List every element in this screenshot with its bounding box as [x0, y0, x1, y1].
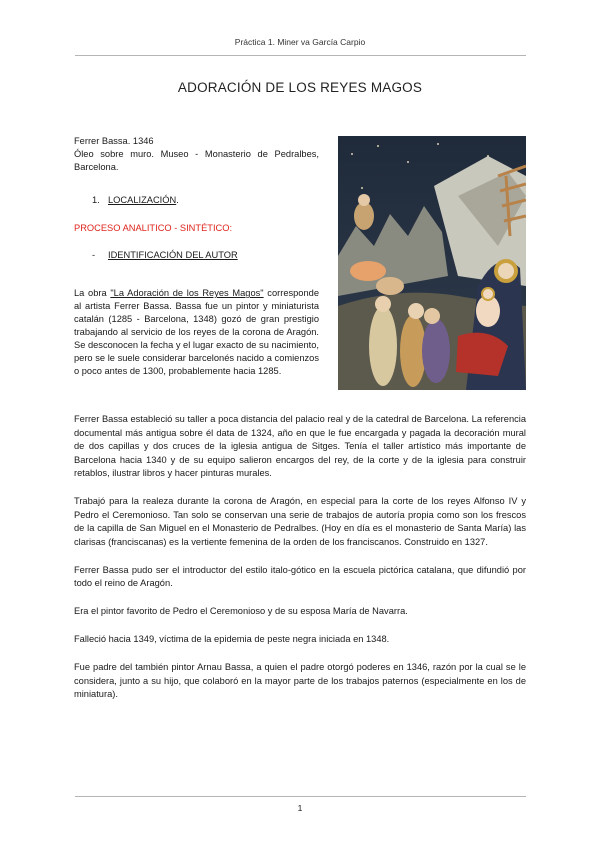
painting-image [338, 136, 526, 390]
body-paragraph: Trabajó para la realeza durante la corona de Aragón, en especial para la corte de los reyes Alfonso IV y Pedro el Ceremonioso. Tan solo se conservan una serie de trabajos de autoría propia como son los frescos de la capilla de San Miguel en el Monasterio de Pedralbes. (Hoy en día es el monasterio de Santa María) las clarisas (franciscanas) es la vertiente femenina de la orden de los franciscanos. Construido en 1327. [74, 496, 526, 547]
artwork-meta-line1: Ferrer Bassa. 1346 [74, 136, 154, 146]
footer-divider [75, 796, 526, 797]
process-heading: PROCESO ANALITICO - SINTÉTICO: [74, 223, 233, 233]
body-paragraph: Ferrer Bassa estableció su taller a poca distancia del palacio real y de la catedral de Barcelona. La referencia documental más antigua sobre él data de 1324, año en que le fue encargada y pagada la decoración mural de dos capillas y dos cruces de la iglesia antigua de Sitges. Tenía el taller artístico más importante de Barcelona hacia 1340 y de su equipo salieron encargos del rey, de la corte y de la iglesia para construir retablos, ilustrar libros y hacer pinturas murales. [74, 414, 526, 478]
body-paragraph: Era el pintor favorito de Pedro el Ceremonioso y de su esposa María de Navarra. [74, 606, 408, 616]
header-divider [75, 55, 526, 56]
intro-lead: La obra [74, 288, 111, 298]
artwork-meta-line2: Óleo sobre muro. Museo - Monasterio de Pedralbes, Barcelona. [74, 149, 319, 172]
artwork-title-link: "La Adoración de los Reyes Magos" [110, 288, 264, 298]
subsection-label: IDENTIFICACIÓN DEL AUTOR [108, 250, 238, 260]
document-title: ADORACIÓN DE LOS REYES MAGOS [177, 80, 423, 95]
body-paragraph: Falleció hacia 1349, víctima de la epidemia de peste negra iniciada en 1348. [74, 634, 390, 644]
intro-column [74, 135, 319, 378]
section-number: 1. [92, 195, 100, 205]
body-paragraph: Fue padre del también pintor Arnau Bassa, a quien el padre otorgó poderes en 1346, razón por la cual se le considera, junto a su hijo, que colaboró en la mayor parte de los trabajos paternos (especialmente en los de miniatura). [74, 662, 526, 699]
body-text [74, 413, 526, 716]
body-paragraph: Ferrer Bassa pudo ser el introductor del estilo italo-gótico en la escuela pictórica catalana, que difundió por todo el reino de Aragón. [74, 564, 526, 588]
section-trail: . [176, 195, 179, 205]
intro-rest: corresponde al artista Ferrer Bassa. Bassa fue un pintor y miniaturista catalán (1285 - Barcelona, 1348) gozó de gran prestigio trabajando al servicio de los reyes de la corona de Aragón. Se desconocen la fecha y el lugar exacto de su nacimiento, pero se le suele considerar barcelonés nacido a comienzos o poco antes de 1300, probablemente hacia 1285. [74, 288, 319, 376]
section-label: LOCALIZACIÓN [108, 195, 177, 205]
subsection-bullet: - [92, 250, 96, 260]
page-header: Práctica 1. Miner va García Carpio [234, 37, 366, 47]
page-number: 1 [297, 803, 303, 813]
intro-paragraph [74, 287, 319, 378]
subsection-heading [74, 249, 319, 262]
section-heading-localizacion [74, 194, 319, 207]
